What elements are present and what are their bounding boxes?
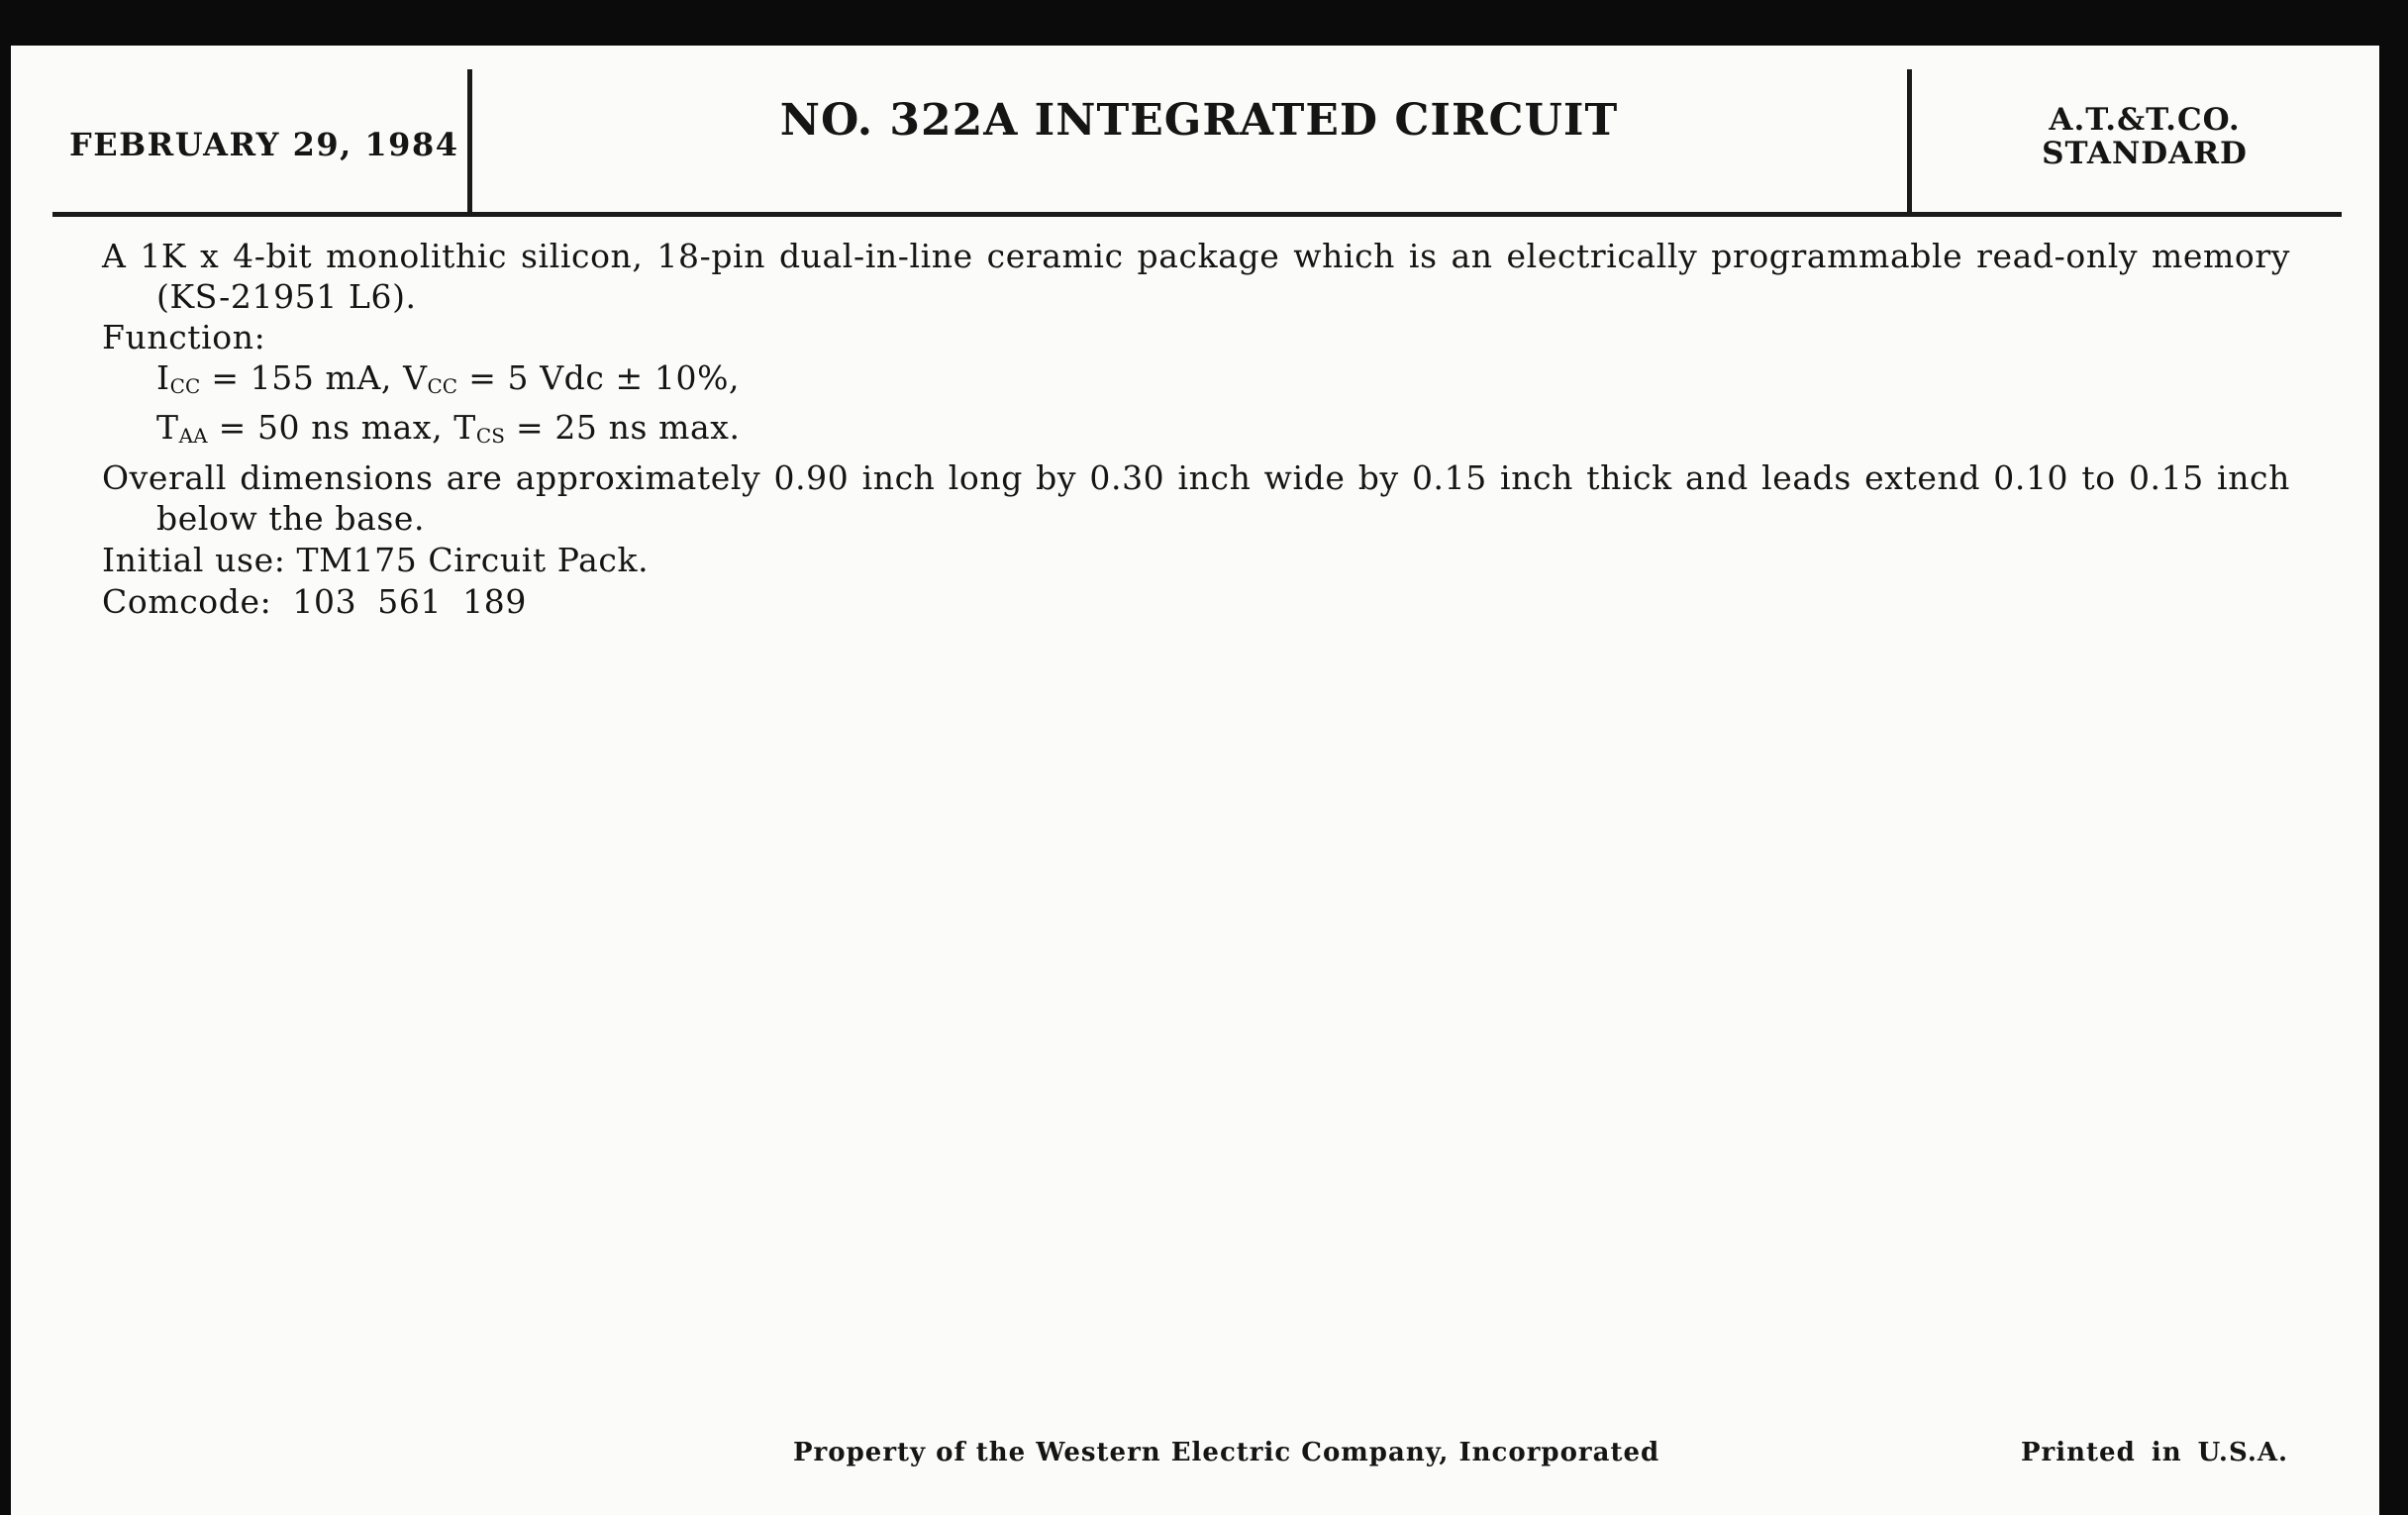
initial-use-text: Initial use: TM175 Circuit Pack. <box>102 541 650 579</box>
icc-subscript: CC <box>169 374 201 398</box>
document-date: FEBRUARY 29, 1984 <box>69 126 459 163</box>
comcode-text: Comcode: 103 561 189 <box>102 582 527 621</box>
taa-value: = 50 ns max, <box>207 408 454 447</box>
standard-label <box>1932 103 2358 170</box>
scan-border <box>2379 46 2408 1515</box>
printed-notice: Printed in U.S.A. <box>2021 1438 2289 1467</box>
standard-word: STANDARD <box>2042 136 2248 171</box>
vcc-symbol: V <box>403 358 428 397</box>
icc-value: = 155 mA, <box>200 358 404 397</box>
header-divider-right <box>1907 69 1912 213</box>
property-notice: Property of the Western Electric Company, Incorporated <box>793 1438 1660 1467</box>
tcs-subscript: CS <box>475 424 505 448</box>
vcc-value: = 5 Vdc ± 10%, <box>457 358 741 397</box>
taa-symbol: T <box>156 408 179 447</box>
standard-org: A.T.&T.CO. <box>2049 102 2241 138</box>
taa-subscript: AA <box>178 424 208 448</box>
document-page <box>11 46 2379 1515</box>
dimensions-text: Overall dimensions are approximately 0.90 inch long by 0.30 inch wide by 0.15 inch thick and leads extend 0.10 to 0.15 inch below the base. <box>102 458 2290 538</box>
function-label: Function: <box>102 318 266 356</box>
description-text: A 1K x 4-bit monolithic silicon, 18-pin dual-in-line ceramic package which is an electrically programmable read-only memory (KS-21951 L6). <box>102 237 2290 316</box>
tcs-value: = 25 ns max. <box>504 408 741 447</box>
function-line-timing <box>102 407 2290 456</box>
vcc-subscript: CC <box>427 374 458 398</box>
function-line-current-voltage <box>102 357 2290 407</box>
header-divider-left <box>467 69 472 213</box>
document-body <box>102 236 2290 622</box>
tcs-symbol: T <box>453 408 476 447</box>
header-rule <box>52 212 2342 217</box>
icc-symbol: I <box>156 358 170 397</box>
document-title: NO. 322A INTEGRATED CIRCUIT <box>779 95 1619 146</box>
